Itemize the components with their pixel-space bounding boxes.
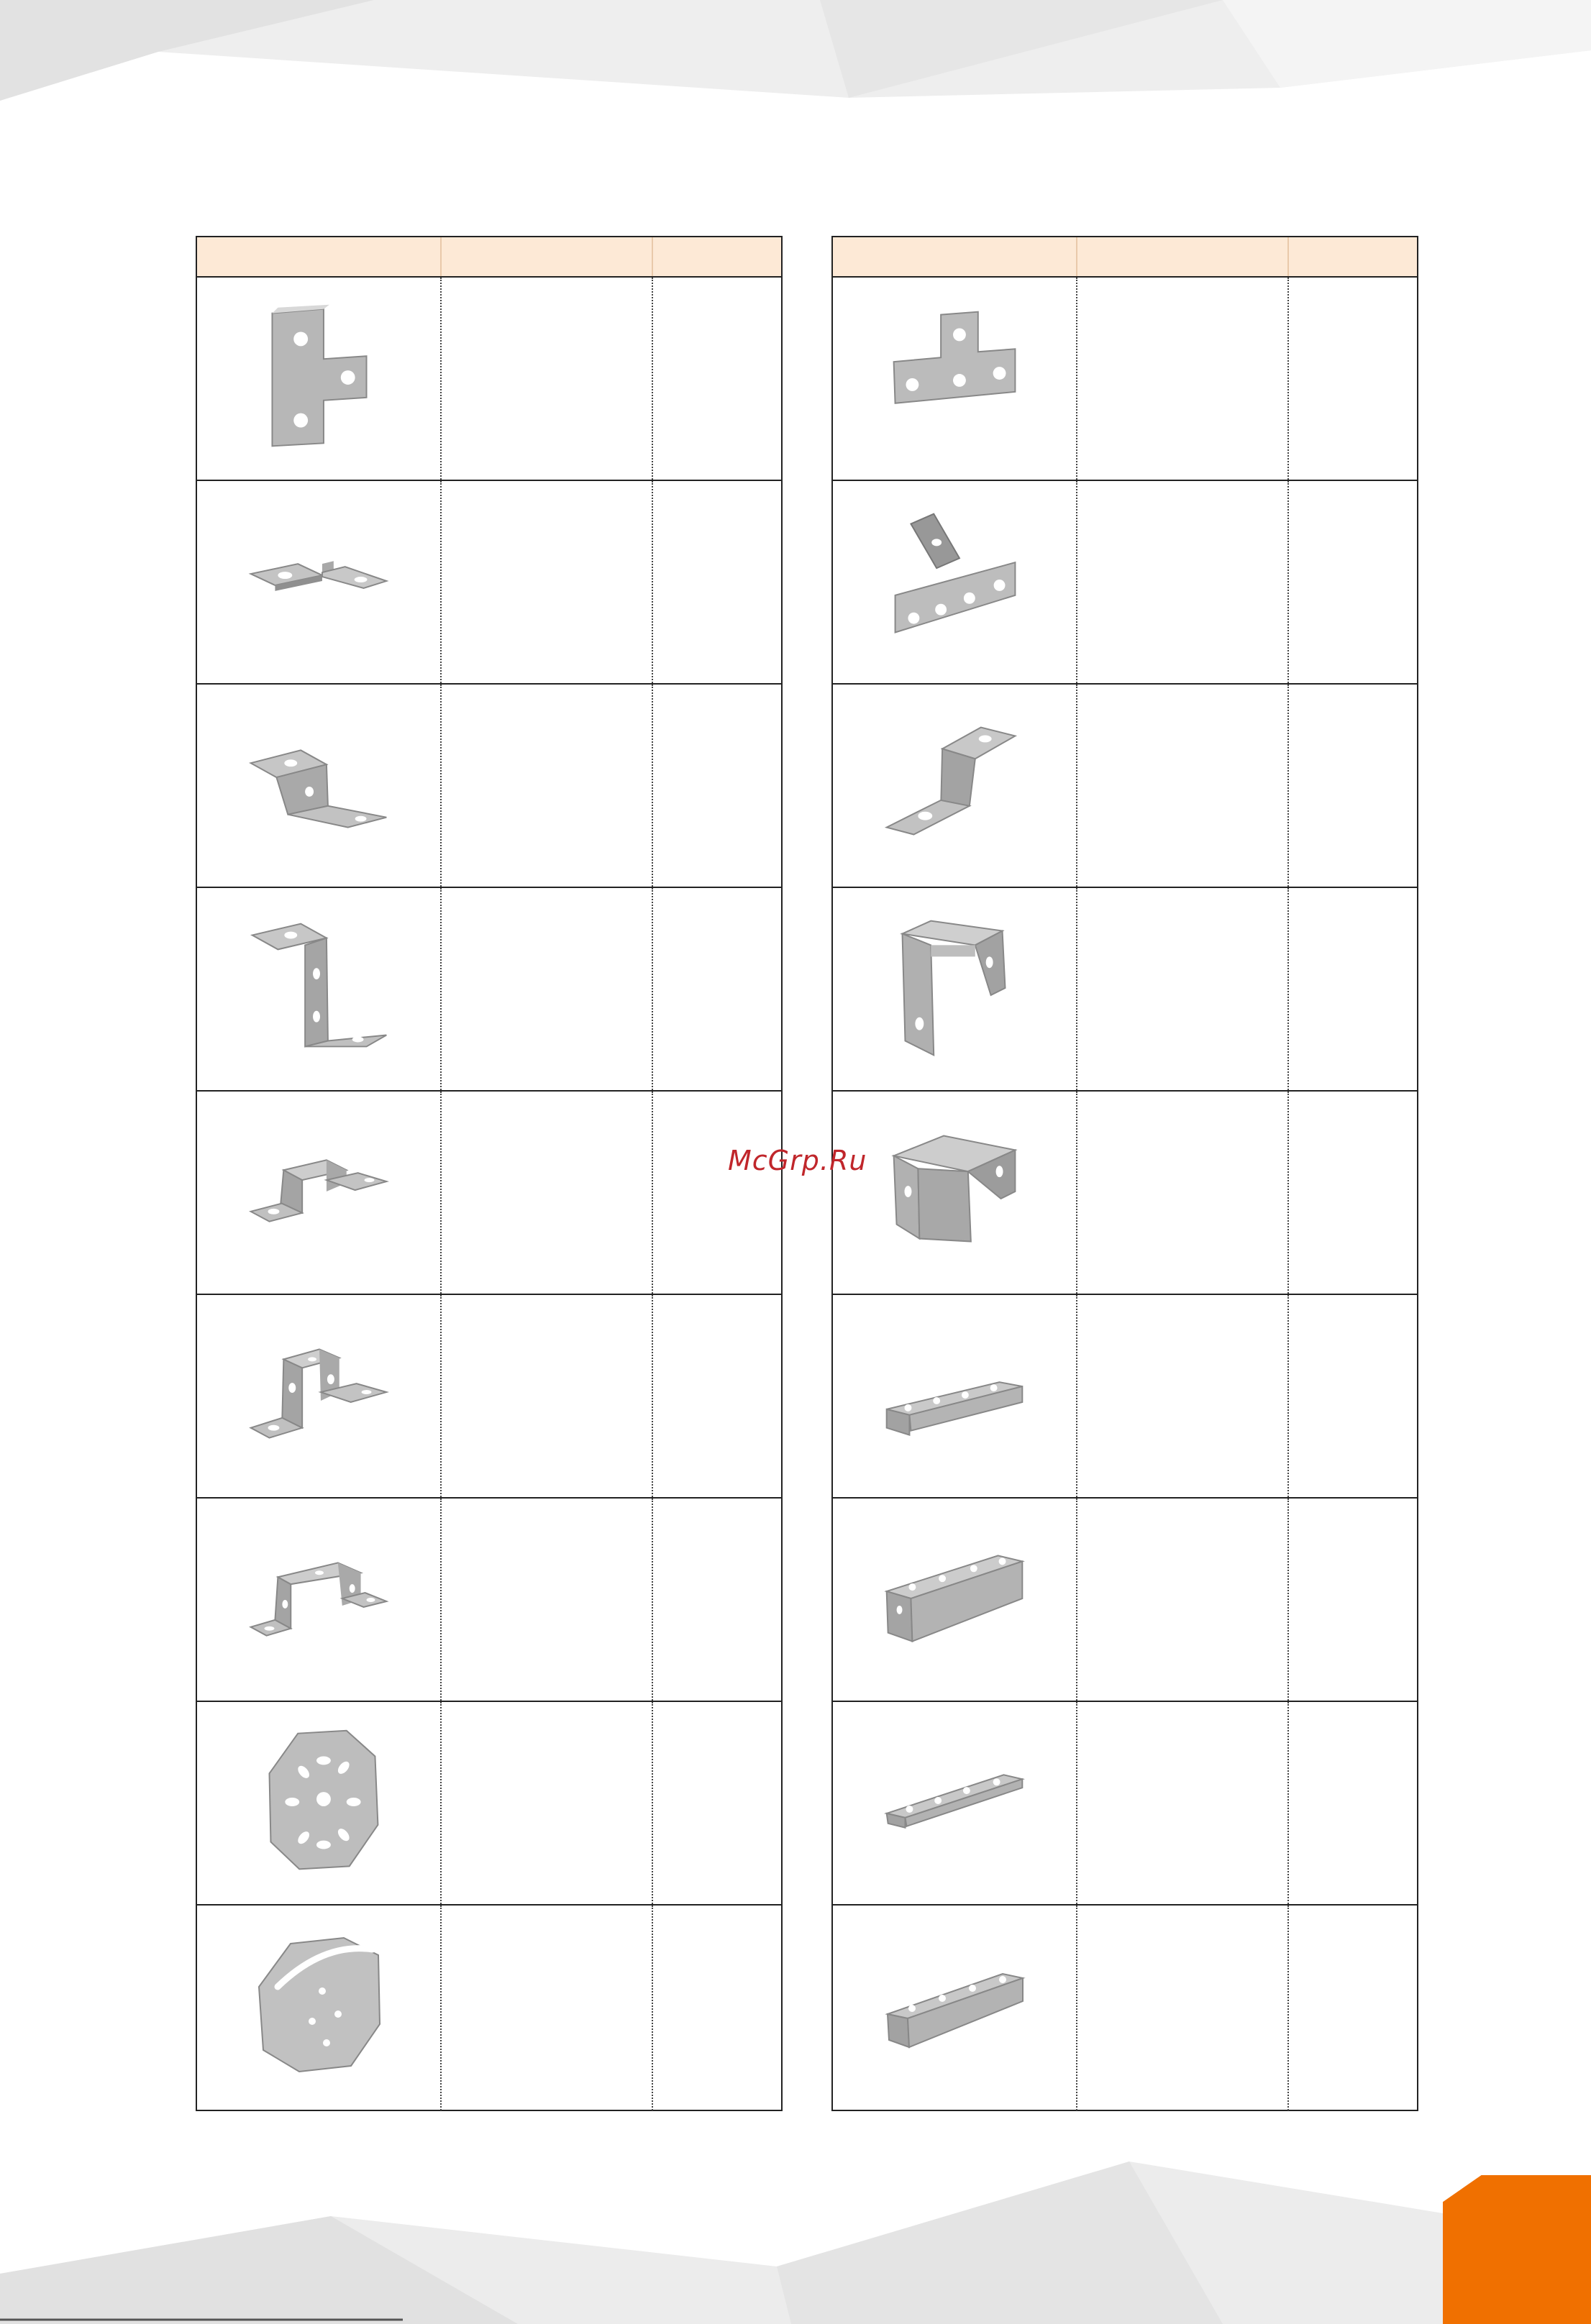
table-row: [833, 278, 1417, 481]
table-row: [197, 888, 781, 1092]
table-row: [833, 481, 1417, 685]
omega-bracket-tall-icon: [197, 1295, 440, 1497]
z-bracket-tall-icon: [197, 888, 440, 1090]
z-bracket-medium-icon: [197, 685, 440, 887]
table-row: [833, 1295, 1417, 1499]
right-fittings-table: [831, 236, 1418, 2111]
l-plate-bracket-icon: [197, 278, 440, 480]
table-row: [197, 685, 781, 888]
omega-bracket-wide-icon: [197, 1499, 440, 1701]
table-row: [197, 278, 781, 481]
u-bracket-tall-icon: [833, 888, 1076, 1090]
header-decoration: [0, 0, 1591, 101]
octagon-plate-arc-slot-icon: [197, 1906, 440, 2110]
channel-clip-long-icon: [833, 1295, 1076, 1497]
octagon-plate-slotted-icon: [197, 1702, 440, 1904]
header-divider: [652, 237, 653, 276]
page-corner-tab: [1443, 2175, 1591, 2324]
header-divider: [1287, 237, 1289, 276]
table-row: [197, 1702, 781, 1906]
table-row: [833, 685, 1417, 888]
channel-clip-flat-icon: [833, 1702, 1076, 1904]
table-row: [833, 1702, 1417, 1906]
table-row: [197, 1295, 781, 1499]
footer-decoration: [0, 2159, 1591, 2324]
header-divider: [1076, 237, 1077, 276]
table-row: [833, 1499, 1417, 1702]
table-row: [197, 481, 781, 685]
z-bracket-offset-icon: [833, 685, 1076, 887]
table-header-row: [197, 237, 781, 278]
table-row: [833, 1092, 1417, 1295]
omega-bracket-small-icon: [197, 1092, 440, 1294]
table-row: [197, 1499, 781, 1702]
left-fittings-table: [196, 236, 783, 2111]
table-header-row: [833, 237, 1417, 278]
table-row: [833, 1906, 1417, 2110]
table-row: [833, 888, 1417, 1092]
watermark-text: McGrp.Ru: [728, 1145, 867, 1176]
u-bracket-wide-icon: [833, 1092, 1076, 1294]
t-plate-swivel-icon: [833, 481, 1076, 683]
t-plate-bracket-icon: [833, 278, 1076, 480]
header-divider: [440, 237, 442, 276]
channel-clip-deep-icon: [833, 1499, 1076, 1701]
table-row: [197, 1906, 781, 2110]
z-bracket-small-icon: [197, 481, 440, 683]
channel-clip-short-icon: [833, 1906, 1076, 2110]
table-row: [197, 1092, 781, 1295]
